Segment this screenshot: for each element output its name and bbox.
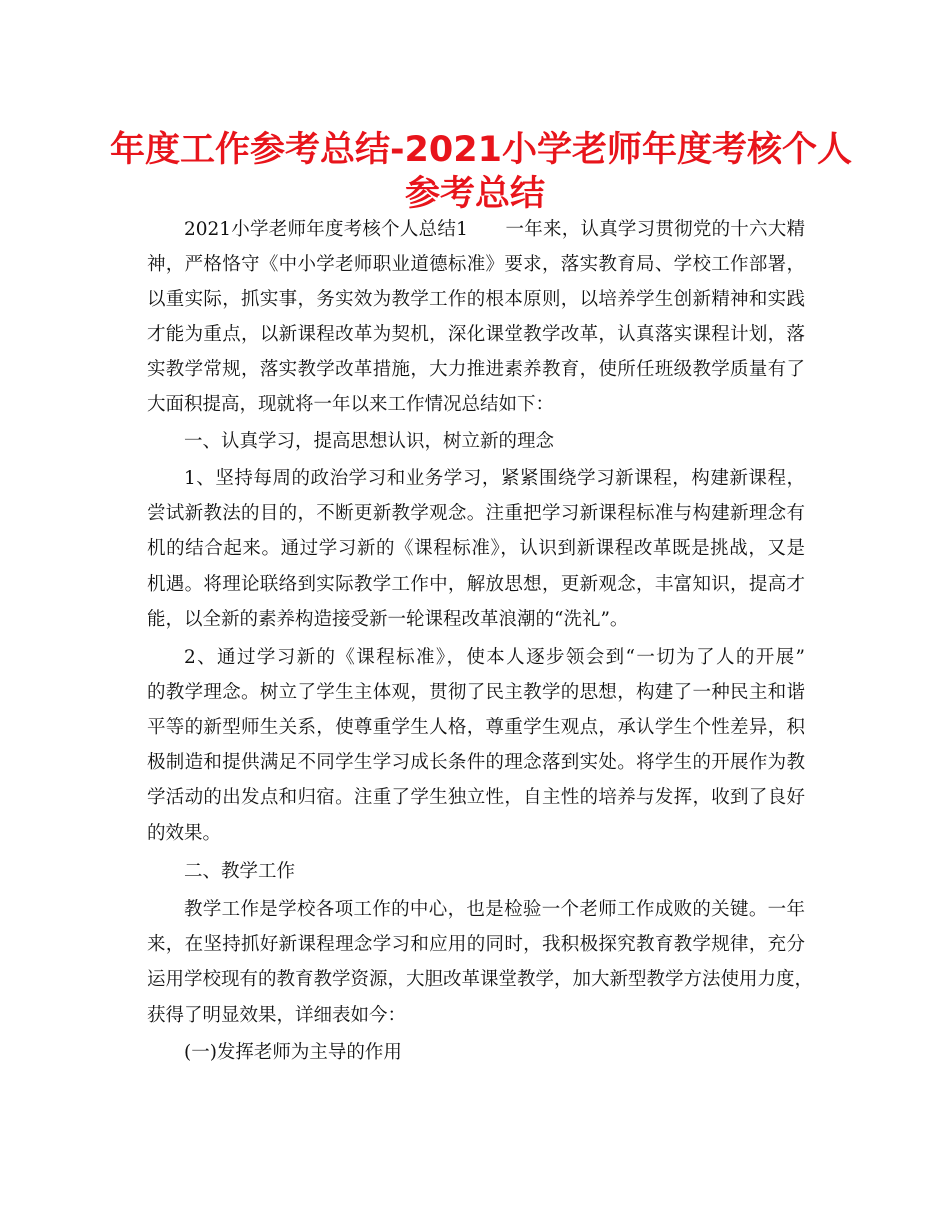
section-heading: 二、教学工作 bbox=[184, 861, 296, 882]
paragraph-line: 来，在坚持抓好新课程理念学习和应用的同时，我积极探究教育教学规律，充分 bbox=[147, 934, 805, 955]
paragraph-line: 以重实际，抓实事，务实效为教学工作的根本原则，以培养学生创新精神和实践 bbox=[147, 289, 805, 310]
paragraph-line: 1、坚持每周的政治学习和业务学习，紧紧围绕学习新课程，构建新课程， bbox=[184, 468, 805, 489]
paragraph-line: 实教学常规，落实教学改革措施，大力推进素养教育，使所任班级教学质量有了 bbox=[147, 359, 805, 380]
paragraph-line: 能，以全新的素养构造接受新一轮课程改革浪潮的“洗礼”。 bbox=[147, 609, 629, 630]
paragraph-line: 2021小学老师年度考核个人总结1 一年来，认真学习贯彻党的十六大精 bbox=[184, 219, 805, 240]
document-title-line-1: 年度工作参考总结-2021小学老师年度考核个人 bbox=[110, 130, 852, 170]
paragraph-line: 大面积提高，现就将一年以来工作情况总结如下： bbox=[147, 394, 555, 415]
paragraph-line: 才能为重点，以新课程改革为契机，深化课堂教学改革，认真落实课程计划，落 bbox=[147, 324, 805, 345]
paragraph-line: 2、通过学习新的《课程标准》，使本人逐步领会到“一切为了人的开展” bbox=[184, 647, 805, 668]
paragraph-line: 极制造和提供满足不同学生学习成长条件的理念落到实处。将学生的开展作为教 bbox=[147, 752, 805, 773]
document-title-line-2: 参考总结 bbox=[404, 174, 545, 214]
subsection-heading: (一)发挥老师为主导的作用 bbox=[184, 1042, 402, 1063]
paragraph-line: 神，严格恪守《中小学老师职业道德标准》要求，落实教育局、学校工作部署， bbox=[147, 254, 805, 275]
paragraph-line: 运用学校现有的教育教学资源，大胆改革课堂教学，加大新型教学方法使用力度， bbox=[147, 969, 814, 990]
paragraph-line: 的教学理念。树立了学生主体观，贯彻了民主教学的思想，构建了一种民主和谐 bbox=[147, 682, 805, 703]
paragraph-line: 的效果。 bbox=[147, 823, 222, 844]
paragraph-line: 教学工作是学校各项工作的中心，也是检验一个老师工作成败的关键。一年 bbox=[184, 899, 805, 920]
paragraph-line: 机的结合起来。通过学习新的《课程标准》，认识到新课程改革既是挑战，又是 bbox=[147, 538, 805, 559]
paragraph-line: 尝试新教法的目的，不断更新教学观念。注重把学习新课程标准与构建新理念有 bbox=[147, 503, 805, 524]
paragraph-line: 学活动的出发点和归宿。注重了学生独立性，自主性的培养与发挥，收到了良好 bbox=[147, 787, 805, 808]
paragraph-line: 平等的新型师生关系，使尊重学生人格，尊重学生观点，承认学生个性差异，积 bbox=[147, 717, 805, 738]
paragraph-line: 获得了明显效果，详细表如今： bbox=[147, 1005, 407, 1026]
paragraph-line: 机遇。将理论联络到实际教学工作中，解放思想，更新观念，丰富知识，提高才 bbox=[147, 574, 805, 595]
section-heading: 一、认真学习，提高思想认识，树立新的理念 bbox=[184, 431, 555, 452]
